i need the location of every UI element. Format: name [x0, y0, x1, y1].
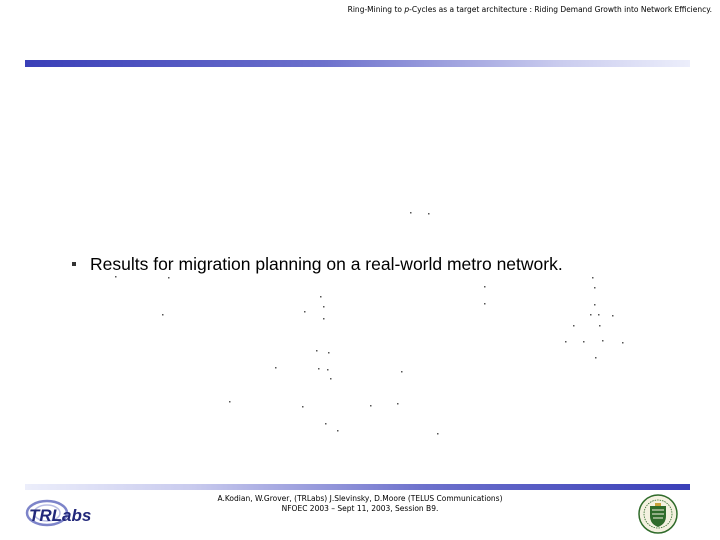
footer-conference: NFOEC 2003 – Sept 11, 2003, Session B9. [281, 504, 439, 513]
header-title-start: Ring-Mining to [347, 5, 405, 14]
header-title-end: -Cycles as a target architecture : Riding Demand Growth into Network Efficiency. [409, 5, 712, 14]
trlabs-logo [25, 494, 107, 528]
bottom-gradient-bar [25, 484, 690, 490]
slide-footer [200, 494, 520, 514]
university-seal-icon [638, 494, 678, 534]
slide-bullet-text: Results for migration planning on a real-world metro network. [90, 254, 563, 274]
footer-authors: A.Kodian, W.Grover, (TRLabs) J.Slevinsky, D.Moore (TELUS Communications) [217, 494, 503, 503]
logo-text: TRLabs [29, 506, 92, 525]
header-title-symbol: p [404, 5, 410, 14]
